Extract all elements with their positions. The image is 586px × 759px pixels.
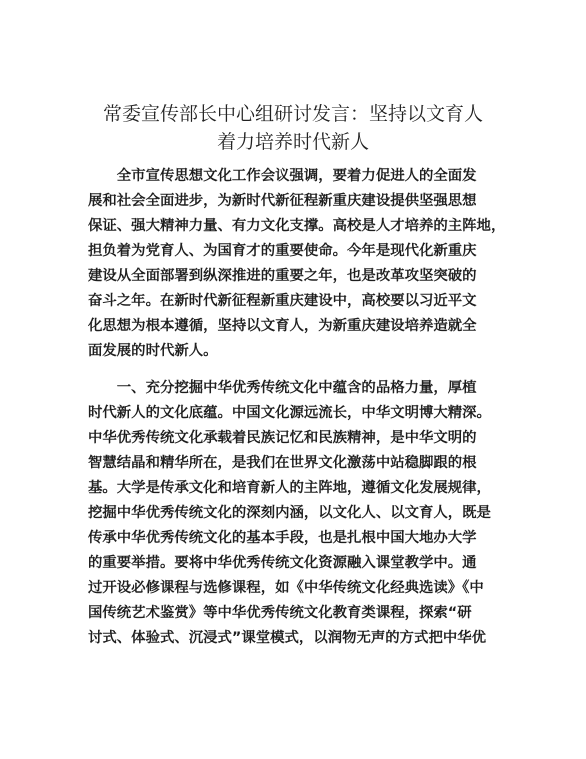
title-line: 着力培养时代新人 [216,131,369,153]
paragraph-line: 中华优秀传统文化承载着民族记忆和民族精神，是中华文明的 [88,430,477,446]
paragraph-line: 面发展的时代新人。 [88,343,218,359]
paragraph-line: 基。大学是传承文化和培育新人的主阵地，遵循文化发展规律， [88,480,491,496]
paragraph-line: 挖掘中华优秀传统文化的深刻内涵，以文化人、以文育人，既是 [88,505,491,521]
paragraph-gap [88,364,498,376]
paragraph-line: 奋斗之年。在新时代新征程新重庆建设中，高校要以习近平文 [88,293,477,309]
paragraph-line: 的重要举措。要将中华优秀传统文化资源融入课堂教学中。通 [88,555,477,571]
paragraph-line: 传承中华优秀传统文化的基本手段，也是扎根中国大地办大学 [88,530,477,546]
paragraph-line: 保证、强大精神力量、有力文化支撑。高校是人才培养的主阵地， [88,218,506,234]
paragraph-intro [88,164,506,364]
title-line: 常委宣传部长中心组研讨发言：坚持以文育人 [102,103,483,125]
document-body [88,164,506,651]
paragraph-line: 一、充分挖掘中华优秀传统文化中蕴含的品格力量，厚植 [88,380,477,396]
paragraph-line: 全市宣传思想文化工作会议强调，要着力促进人的全面发 [88,168,477,184]
paragraph-line: 时代新人的文化底蕴。中国文化源远流长，中华文明博大精深。 [88,405,491,421]
paragraph-line: 展和社会全面进步，为新时代新征程新重庆建设提供坚强思想 [88,193,477,209]
document-title [0,100,586,156]
paragraph-section-one [88,376,498,651]
paragraph-line: 智慧结晶和精华所在，是我们在世界文化激荡中站稳脚跟的根 [88,455,477,471]
paragraph-line: 过开设必修课程与选修课程，如《中华传统文化经典选读》《中 [88,580,484,596]
paragraph-line: 建设从全面部署到纵深推进的重要之年，也是改革攻坚突破的 [88,268,477,284]
paragraph-line: 化思想为根本遵循，坚持以文育人，为新重庆建设培养造就全 [88,318,477,334]
paragraph-line: 国传统艺术鉴赏》等中华优秀传统文化教育类课程，探索“研 [88,605,472,621]
paragraph-line: 担负着为党育人、为国育才的重要使命。今年是现代化新重庆 [88,243,477,259]
paragraph-line: 讨式、体验式、沉浸式”课堂模式，以润物无声的方式把中华优 [88,630,487,646]
